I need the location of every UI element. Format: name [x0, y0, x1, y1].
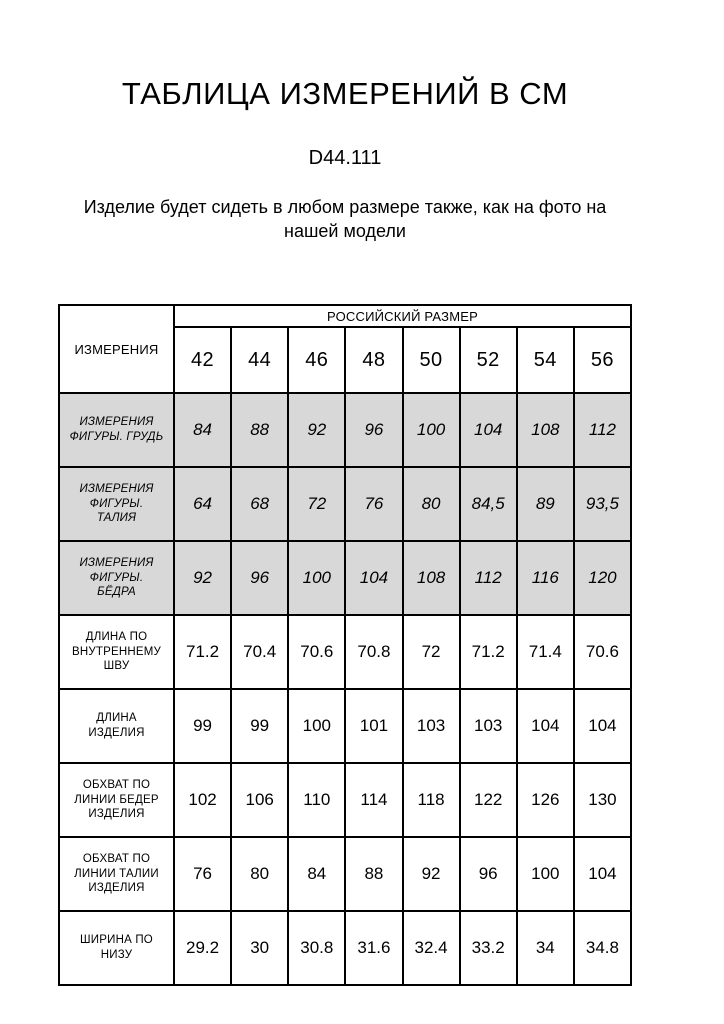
measurement-value: 76 — [345, 467, 402, 541]
measurement-value: 70.4 — [231, 615, 288, 689]
measurement-value: 103 — [403, 689, 460, 763]
measurement-value: 106 — [231, 763, 288, 837]
measurement-value: 100 — [288, 541, 345, 615]
measurement-value: 103 — [460, 689, 517, 763]
measurement-value: 84 — [174, 393, 231, 467]
measurements-column-header: ИЗМЕРЕНИЯ — [59, 305, 174, 393]
row-label: ДЛИНА ПО ВНУТРЕННЕМУ ШВУ — [59, 615, 174, 689]
table-row — [59, 763, 631, 837]
measurement-value: 84,5 — [460, 467, 517, 541]
size-column-header: 48 — [345, 327, 402, 393]
size-column-header: 46 — [288, 327, 345, 393]
measurement-value: 88 — [345, 837, 402, 911]
measurement-value: 71.4 — [517, 615, 574, 689]
measurement-value: 93,5 — [574, 467, 631, 541]
article-code: D44.111 — [308, 147, 382, 169]
measurement-value: 96 — [460, 837, 517, 911]
measurement-value: 101 — [345, 689, 402, 763]
size-column-header: 42 — [174, 327, 231, 393]
measurement-value: 84 — [288, 837, 345, 911]
measurement-value: 70.6 — [574, 615, 631, 689]
measurement-value: 96 — [231, 541, 288, 615]
table-row — [59, 615, 631, 689]
measurement-value: 112 — [574, 393, 631, 467]
measurement-value: 102 — [174, 763, 231, 837]
measurement-value: 104 — [460, 393, 517, 467]
measurement-value: 96 — [345, 393, 402, 467]
fit-note: Изделие будет сидеть в любом размере также, как на фото на нашей модели — [83, 197, 607, 241]
header-row-group — [59, 305, 631, 327]
measurement-value: 114 — [345, 763, 402, 837]
measurement-value: 104 — [345, 541, 402, 615]
measurement-value: 71.2 — [174, 615, 231, 689]
measurement-value: 108 — [517, 393, 574, 467]
russian-size-group-header: РОССИЙСКИЙ РАЗМЕР — [174, 305, 631, 327]
measurement-value: 64 — [174, 467, 231, 541]
measurement-value: 100 — [403, 393, 460, 467]
measurement-value: 92 — [174, 541, 231, 615]
measurement-value: 80 — [231, 837, 288, 911]
measurement-value: 72 — [288, 467, 345, 541]
measurement-value: 99 — [231, 689, 288, 763]
measurement-value: 112 — [460, 541, 517, 615]
size-column-header: 44 — [231, 327, 288, 393]
row-label: ШИРИНА ПО НИЗУ — [59, 911, 174, 985]
measurement-value: 68 — [231, 467, 288, 541]
row-label: ИЗМЕРЕНИЯ ФИГУРЫ. ГРУДЬ — [59, 393, 174, 467]
measurement-value: 92 — [403, 837, 460, 911]
measurement-value: 118 — [403, 763, 460, 837]
table-row — [59, 541, 631, 615]
measurement-value: 104 — [574, 689, 631, 763]
row-label: ДЛИНА ИЗДЕЛИЯ — [59, 689, 174, 763]
measurement-value: 70.6 — [288, 615, 345, 689]
measurement-value: 29.2 — [174, 911, 231, 985]
measurement-value: 72 — [403, 615, 460, 689]
measurement-value: 120 — [574, 541, 631, 615]
measurement-value: 30.8 — [288, 911, 345, 985]
table-row — [59, 837, 631, 911]
measurement-value: 99 — [174, 689, 231, 763]
measurement-value: 122 — [460, 763, 517, 837]
measurement-value: 104 — [574, 837, 631, 911]
measurement-value: 89 — [517, 467, 574, 541]
row-label: ИЗМЕРЕНИЯ ФИГУРЫ. БЁДРА — [59, 541, 174, 615]
document-page — [58, 0, 632, 986]
measurement-value: 88 — [231, 393, 288, 467]
measurement-value: 110 — [288, 763, 345, 837]
measurement-value: 108 — [403, 541, 460, 615]
page-title: ТАБЛИЦА ИЗМЕРЕНИЙ В СМ — [121, 76, 569, 111]
measurement-value: 32.4 — [403, 911, 460, 985]
table-body — [59, 393, 631, 985]
table-row — [59, 467, 631, 541]
row-label: ИЗМЕРЕНИЯ ФИГУРЫ. ТАЛИЯ — [59, 467, 174, 541]
table-row — [59, 911, 631, 985]
row-label: ОБХВАТ ПО ЛИНИИ БЕДЕР ИЗДЕЛИЯ — [59, 763, 174, 837]
measurements-table — [58, 304, 632, 986]
measurement-value: 33.2 — [460, 911, 517, 985]
measurement-value: 116 — [517, 541, 574, 615]
measurement-value: 34.8 — [574, 911, 631, 985]
measurement-value: 92 — [288, 393, 345, 467]
table-row — [59, 393, 631, 467]
measurement-value: 76 — [174, 837, 231, 911]
row-label: ОБХВАТ ПО ЛИНИИ ТАЛИИ ИЗДЕЛИЯ — [59, 837, 174, 911]
measurement-value: 31.6 — [345, 911, 402, 985]
size-column-header: 56 — [574, 327, 631, 393]
measurement-value: 100 — [517, 837, 574, 911]
measurement-value: 80 — [403, 467, 460, 541]
size-column-header: 52 — [460, 327, 517, 393]
measurement-value: 104 — [517, 689, 574, 763]
size-column-header: 54 — [517, 327, 574, 393]
measurement-value: 34 — [517, 911, 574, 985]
measurement-value: 30 — [231, 911, 288, 985]
table-row — [59, 689, 631, 763]
measurement-value: 130 — [574, 763, 631, 837]
measurement-value: 126 — [517, 763, 574, 837]
measurement-value: 70.8 — [345, 615, 402, 689]
measurement-value: 71.2 — [460, 615, 517, 689]
measurement-value: 100 — [288, 689, 345, 763]
table-head — [59, 305, 631, 393]
size-column-header: 50 — [403, 327, 460, 393]
